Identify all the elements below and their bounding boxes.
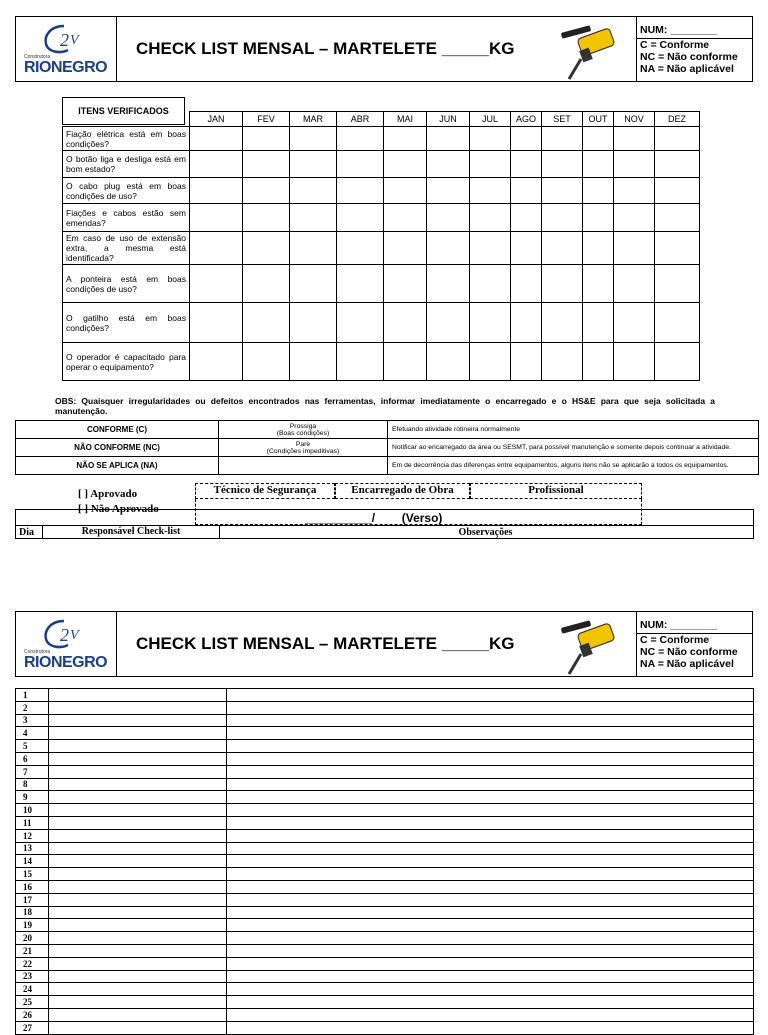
check-cell[interactable] bbox=[427, 178, 470, 204]
log-row bbox=[16, 970, 754, 983]
check-cell[interactable] bbox=[290, 232, 337, 265]
log-row-number: 2 bbox=[16, 701, 49, 714]
log-row-number: 5 bbox=[16, 740, 49, 753]
log-responsavel-cell[interactable] bbox=[49, 752, 227, 765]
log-observacoes-cell[interactable] bbox=[227, 689, 754, 702]
page1-header bbox=[15, 16, 753, 82]
check-cell[interactable] bbox=[190, 303, 243, 343]
check-cell[interactable] bbox=[190, 127, 243, 151]
log-row bbox=[16, 816, 754, 829]
check-cell[interactable] bbox=[583, 343, 614, 381]
log-row bbox=[16, 957, 754, 970]
log-row-number: 12 bbox=[16, 829, 49, 842]
status-action bbox=[219, 457, 388, 475]
log-header bbox=[15, 525, 754, 539]
check-cell[interactable] bbox=[655, 343, 700, 381]
check-cell[interactable] bbox=[470, 232, 511, 265]
check-cell[interactable] bbox=[655, 232, 700, 265]
checklist-item-label: O cabo plug está em boas condições de uso? bbox=[63, 178, 190, 204]
checklist-item-label: O operador é capacitado para operar o equipamento? bbox=[63, 343, 190, 381]
check-cell[interactable] bbox=[470, 204, 511, 232]
check-cell[interactable] bbox=[542, 343, 583, 381]
check-cell[interactable] bbox=[337, 178, 384, 204]
log-responsavel-cell[interactable] bbox=[49, 778, 227, 791]
log-observacoes-cell[interactable] bbox=[227, 957, 754, 970]
check-cell[interactable] bbox=[190, 232, 243, 265]
checklist-row bbox=[63, 303, 700, 343]
log-observacoes-cell[interactable] bbox=[227, 996, 754, 1009]
log-row bbox=[16, 829, 754, 842]
check-cell[interactable] bbox=[290, 265, 337, 303]
log-observacoes-cell[interactable] bbox=[227, 842, 754, 855]
check-cell[interactable] bbox=[243, 303, 290, 343]
log-row bbox=[16, 880, 754, 893]
approved-checkbox[interactable]: [ ] Aprovado bbox=[78, 488, 138, 500]
legend-conforme: C = Conforme bbox=[640, 634, 710, 646]
log-row bbox=[16, 1021, 754, 1034]
log-row bbox=[16, 868, 754, 881]
log-row bbox=[16, 714, 754, 727]
log-row bbox=[16, 804, 754, 817]
log-row-number: 24 bbox=[16, 983, 49, 996]
log-observacoes-cell[interactable] bbox=[227, 765, 754, 778]
log-row-number: 20 bbox=[16, 932, 49, 945]
month-header-mar: MAR bbox=[290, 112, 337, 127]
log-observacoes-cell[interactable] bbox=[227, 932, 754, 945]
checklist-row bbox=[63, 127, 700, 151]
check-cell[interactable] bbox=[470, 127, 511, 151]
check-cell[interactable] bbox=[470, 265, 511, 303]
check-cell[interactable] bbox=[511, 232, 542, 265]
check-cell[interactable] bbox=[243, 343, 290, 381]
check-cell[interactable] bbox=[290, 151, 337, 178]
status-desc: Em de decorrência das diferenças entre equipamentos, alguns itens não se aplicarão a todos os equipamentos. bbox=[388, 457, 759, 475]
logo-emblem-icon bbox=[38, 617, 94, 651]
logo-subtext: Construtora bbox=[24, 54, 51, 60]
log-row-number: 16 bbox=[16, 880, 49, 893]
checklist-item-label: O gatilho está em boas condições? bbox=[63, 303, 190, 343]
month-header-abr: ABR bbox=[337, 112, 384, 127]
checklist-table bbox=[62, 111, 700, 381]
check-cell[interactable] bbox=[583, 127, 614, 151]
check-cell[interactable] bbox=[290, 204, 337, 232]
check-cell[interactable] bbox=[190, 178, 243, 204]
check-cell[interactable] bbox=[583, 232, 614, 265]
status-row bbox=[16, 421, 759, 439]
log-responsavel-cell[interactable] bbox=[49, 727, 227, 740]
check-cell[interactable] bbox=[384, 178, 427, 204]
log-row bbox=[16, 765, 754, 778]
check-cell[interactable] bbox=[337, 265, 384, 303]
legend-nao-conforme: NC = Não conforme bbox=[640, 646, 738, 658]
sig-encarregado: Encarregado de Obra bbox=[335, 483, 470, 499]
log-responsavel-cell[interactable] bbox=[49, 906, 227, 919]
checklist-item-label: A ponteira está em boas condições de uso? bbox=[63, 265, 190, 303]
check-cell[interactable] bbox=[290, 303, 337, 343]
log-observacoes-cell[interactable] bbox=[227, 893, 754, 906]
log-row bbox=[16, 893, 754, 906]
check-cell[interactable] bbox=[190, 265, 243, 303]
check-cell[interactable] bbox=[542, 232, 583, 265]
num-field[interactable]: NUM: ________ bbox=[637, 612, 752, 634]
log-row-number: 22 bbox=[16, 957, 49, 970]
log-row-number: 9 bbox=[16, 791, 49, 804]
log-responsavel-cell[interactable] bbox=[49, 842, 227, 855]
check-cell[interactable] bbox=[337, 127, 384, 151]
check-cell[interactable] bbox=[583, 178, 614, 204]
check-cell[interactable] bbox=[542, 204, 583, 232]
check-cell[interactable] bbox=[655, 127, 700, 151]
checklist-row bbox=[63, 151, 700, 178]
not-approved-checkbox[interactable]: [ ] Não Aprovado bbox=[78, 503, 159, 515]
log-row bbox=[16, 701, 754, 714]
check-cell[interactable] bbox=[583, 204, 614, 232]
log-row bbox=[16, 983, 754, 996]
month-header-jun: JUN bbox=[427, 112, 470, 127]
status-desc: Notificar ao encarregado da área ou SESMT, para possível manutenção e somente depois continuar a atividade. bbox=[388, 439, 759, 457]
check-cell[interactable] bbox=[190, 204, 243, 232]
check-cell[interactable] bbox=[384, 151, 427, 178]
svg-text:V: V bbox=[70, 33, 79, 48]
month-header-fev: FEV bbox=[243, 112, 290, 127]
check-cell[interactable] bbox=[511, 151, 542, 178]
logo-subtext: Construtora bbox=[24, 649, 51, 655]
check-cell[interactable] bbox=[470, 303, 511, 343]
check-cell[interactable] bbox=[655, 178, 700, 204]
check-cell[interactable] bbox=[542, 151, 583, 178]
log-observacoes-cell[interactable] bbox=[227, 1021, 754, 1034]
log-responsavel-cell[interactable] bbox=[49, 816, 227, 829]
log-responsavel-cell[interactable] bbox=[49, 919, 227, 932]
status-row bbox=[16, 439, 759, 457]
log-responsavel-cell[interactable] bbox=[49, 791, 227, 804]
log-row-number: 11 bbox=[16, 816, 49, 829]
legend-conforme: C = Conforme bbox=[640, 39, 710, 51]
observacoes-header: Observações bbox=[458, 527, 513, 538]
log-responsavel-cell[interactable] bbox=[49, 1021, 227, 1034]
log-row-number: 21 bbox=[16, 944, 49, 957]
legend-nao-conforme: NC = Não conforme bbox=[640, 51, 738, 63]
log-responsavel-cell[interactable] bbox=[49, 970, 227, 983]
checklist-item-label: Em caso de uso de extensão extra, a mesma está identificada? bbox=[63, 232, 190, 265]
check-cell[interactable] bbox=[190, 343, 243, 381]
legend-box bbox=[636, 612, 752, 676]
check-cell[interactable] bbox=[511, 303, 542, 343]
log-observacoes-cell[interactable] bbox=[227, 752, 754, 765]
check-cell[interactable] bbox=[583, 151, 614, 178]
log-row bbox=[16, 1008, 754, 1021]
page2-header bbox=[15, 611, 753, 677]
check-cell[interactable] bbox=[190, 151, 243, 178]
log-observacoes-cell[interactable] bbox=[227, 1008, 754, 1021]
check-cell[interactable] bbox=[542, 127, 583, 151]
log-observacoes-cell[interactable] bbox=[227, 970, 754, 983]
log-row bbox=[16, 906, 754, 919]
check-cell[interactable] bbox=[384, 127, 427, 151]
check-cell[interactable] bbox=[290, 127, 337, 151]
check-cell[interactable] bbox=[290, 343, 337, 381]
log-row bbox=[16, 932, 754, 945]
log-observacoes-cell[interactable] bbox=[227, 804, 754, 817]
log-observacoes-cell[interactable] bbox=[227, 701, 754, 714]
log-row-number: 15 bbox=[16, 868, 49, 881]
month-header-jan: JAN bbox=[190, 112, 243, 127]
log-row bbox=[16, 919, 754, 932]
obs-note: OBS: Quaisquer irregularidades ou defeitos encontrados nas ferramentas, informar imediatamente o encarregado e o HS&E para que seja solicitada a manutenção. bbox=[55, 396, 715, 416]
check-cell[interactable] bbox=[243, 204, 290, 232]
legend-nao-aplicavel: NA = Não aplicável bbox=[640, 658, 734, 670]
check-cell[interactable] bbox=[614, 232, 655, 265]
log-row bbox=[16, 855, 754, 868]
status-action: Prossiga (Boas condições) bbox=[219, 421, 388, 439]
verso-label: __________/ (Verso) bbox=[305, 511, 443, 525]
check-cell[interactable] bbox=[427, 265, 470, 303]
check-cell[interactable] bbox=[337, 151, 384, 178]
log-row-number: 17 bbox=[16, 893, 49, 906]
check-cell[interactable] bbox=[542, 178, 583, 204]
log-row-number: 23 bbox=[16, 970, 49, 983]
check-cell[interactable] bbox=[542, 265, 583, 303]
checklist-item-label: O botão liga e desliga está em bom estado? bbox=[63, 151, 190, 178]
checklist-row bbox=[63, 232, 700, 265]
check-cell[interactable] bbox=[655, 204, 700, 232]
check-cell[interactable] bbox=[511, 265, 542, 303]
log-row-number: 14 bbox=[16, 855, 49, 868]
log-row bbox=[16, 778, 754, 791]
log-responsavel-cell[interactable] bbox=[49, 880, 227, 893]
check-cell[interactable] bbox=[511, 178, 542, 204]
check-cell[interactable] bbox=[542, 303, 583, 343]
checklist-item-label: Fiação elétrica está em boas condições? bbox=[63, 127, 190, 151]
log-responsavel-cell[interactable] bbox=[49, 689, 227, 702]
log-observacoes-cell[interactable] bbox=[227, 906, 754, 919]
itens-verificados-header: ITENS VERIFICADOS bbox=[62, 97, 185, 125]
check-cell[interactable] bbox=[655, 303, 700, 343]
check-cell[interactable] bbox=[511, 343, 542, 381]
log-row-number: 3 bbox=[16, 714, 49, 727]
check-cell[interactable] bbox=[427, 343, 470, 381]
check-cell[interactable] bbox=[614, 303, 655, 343]
log-observacoes-cell[interactable] bbox=[227, 829, 754, 842]
logo-emblem-icon bbox=[38, 22, 94, 56]
check-cell[interactable] bbox=[337, 343, 384, 381]
legend-box bbox=[636, 17, 752, 81]
status-label: NÃO CONFORME (NC) bbox=[16, 439, 219, 457]
log-responsavel-cell[interactable] bbox=[49, 957, 227, 970]
check-cell[interactable] bbox=[511, 204, 542, 232]
check-cell[interactable] bbox=[384, 303, 427, 343]
log-observacoes-cell[interactable] bbox=[227, 740, 754, 753]
log-responsavel-cell[interactable] bbox=[49, 804, 227, 817]
check-cell[interactable] bbox=[337, 303, 384, 343]
log-responsavel-cell[interactable] bbox=[49, 829, 227, 842]
check-cell[interactable] bbox=[614, 178, 655, 204]
log-responsavel-cell[interactable] bbox=[49, 944, 227, 957]
check-cell[interactable] bbox=[614, 204, 655, 232]
check-cell[interactable] bbox=[243, 151, 290, 178]
page-title: CHECK LIST MENSAL – MARTELETE _____KG bbox=[136, 39, 515, 58]
checklist-row bbox=[63, 204, 700, 232]
month-header-nov: NOV bbox=[614, 112, 655, 127]
log-row-number: 4 bbox=[16, 727, 49, 740]
check-cell[interactable] bbox=[470, 151, 511, 178]
month-header-jul: JUL bbox=[470, 112, 511, 127]
check-cell[interactable] bbox=[384, 232, 427, 265]
log-observacoes-cell[interactable] bbox=[227, 855, 754, 868]
month-header-mai: MAI bbox=[384, 112, 427, 127]
legend-nao-aplicavel: NA = Não aplicável bbox=[640, 63, 734, 75]
log-row-number: 1 bbox=[16, 689, 49, 702]
log-row-number: 7 bbox=[16, 765, 49, 778]
check-cell[interactable] bbox=[243, 127, 290, 151]
log-row-number: 25 bbox=[16, 996, 49, 1009]
check-cell[interactable] bbox=[655, 265, 700, 303]
log-row bbox=[16, 752, 754, 765]
log-observacoes-cell[interactable] bbox=[227, 727, 754, 740]
log-responsavel-cell[interactable] bbox=[49, 893, 227, 906]
sig-profissional: Profissional bbox=[470, 483, 642, 499]
log-row-number: 18 bbox=[16, 906, 49, 919]
log-responsavel-cell[interactable] bbox=[49, 996, 227, 1009]
log-row-number: 10 bbox=[16, 804, 49, 817]
log-row bbox=[16, 727, 754, 740]
log-row bbox=[16, 791, 754, 804]
svg-text:2: 2 bbox=[60, 30, 69, 50]
dia-header: Dia bbox=[19, 527, 34, 538]
status-label: NÃO SE APLICA (NA) bbox=[16, 457, 219, 475]
svg-text:V: V bbox=[70, 628, 79, 643]
status-label: CONFORME (C) bbox=[16, 421, 219, 439]
log-row bbox=[16, 944, 754, 957]
checklist-row bbox=[63, 265, 700, 303]
check-cell[interactable] bbox=[470, 178, 511, 204]
log-observacoes-cell[interactable] bbox=[227, 791, 754, 804]
check-cell[interactable] bbox=[427, 303, 470, 343]
log-responsavel-cell[interactable] bbox=[49, 868, 227, 881]
log-observacoes-cell[interactable] bbox=[227, 919, 754, 932]
check-cell[interactable] bbox=[614, 343, 655, 381]
log-row-number: 13 bbox=[16, 842, 49, 855]
check-cell[interactable] bbox=[384, 265, 427, 303]
log-row bbox=[16, 689, 754, 702]
sig-tecnico: Técnico de Segurança bbox=[195, 483, 335, 499]
check-cell[interactable] bbox=[470, 343, 511, 381]
check-cell[interactable] bbox=[614, 265, 655, 303]
check-cell[interactable] bbox=[243, 265, 290, 303]
month-header-ago: AGO bbox=[511, 112, 542, 127]
checklist-row bbox=[63, 178, 700, 204]
check-cell[interactable] bbox=[583, 303, 614, 343]
jackhammer-icon bbox=[551, 614, 631, 676]
check-cell[interactable] bbox=[427, 232, 470, 265]
log-row-number: 8 bbox=[16, 778, 49, 791]
responsavel-header: Responsável Check-list bbox=[42, 526, 220, 538]
checklist-row bbox=[63, 343, 700, 381]
page-title: CHECK LIST MENSAL – MARTELETE _____KG bbox=[136, 634, 515, 653]
company-logo bbox=[16, 17, 117, 81]
check-cell[interactable] bbox=[655, 151, 700, 178]
status-row bbox=[16, 457, 759, 475]
log-row-number: 19 bbox=[16, 919, 49, 932]
check-cell[interactable] bbox=[427, 127, 470, 151]
svg-text:2: 2 bbox=[60, 625, 69, 645]
month-header-set: SET bbox=[542, 112, 583, 127]
check-cell[interactable] bbox=[384, 204, 427, 232]
daily-log-table bbox=[15, 688, 754, 1035]
check-cell[interactable] bbox=[511, 127, 542, 151]
log-responsavel-cell[interactable] bbox=[49, 932, 227, 945]
jackhammer-icon bbox=[551, 19, 631, 81]
log-responsavel-cell[interactable] bbox=[49, 714, 227, 727]
month-header-dez: DEZ bbox=[655, 112, 700, 127]
log-responsavel-cell[interactable] bbox=[49, 855, 227, 868]
check-cell[interactable] bbox=[427, 204, 470, 232]
logo-wordmark: RIONEGRO bbox=[24, 59, 108, 76]
log-row-number: 26 bbox=[16, 1008, 49, 1021]
num-field[interactable]: NUM: ________ bbox=[637, 17, 752, 39]
log-observacoes-cell[interactable] bbox=[227, 714, 754, 727]
status-legend-table bbox=[15, 420, 759, 475]
log-row bbox=[16, 740, 754, 753]
log-observacoes-cell[interactable] bbox=[227, 816, 754, 829]
check-cell[interactable] bbox=[384, 343, 427, 381]
log-responsavel-cell[interactable] bbox=[49, 1008, 227, 1021]
company-logo bbox=[16, 612, 117, 676]
month-header-out: OUT bbox=[583, 112, 614, 127]
logo-wordmark: RIONEGRO bbox=[24, 654, 108, 671]
checklist-item-label: Fiações e cabos estão sem emendas? bbox=[63, 204, 190, 232]
check-cell[interactable] bbox=[614, 151, 655, 178]
log-row-number: 6 bbox=[16, 752, 49, 765]
check-cell[interactable] bbox=[337, 232, 384, 265]
status-desc: Efetuando atividade rotineira normalmente bbox=[388, 421, 759, 439]
check-cell[interactable] bbox=[337, 204, 384, 232]
check-cell[interactable] bbox=[583, 265, 614, 303]
log-observacoes-cell[interactable] bbox=[227, 880, 754, 893]
log-responsavel-cell[interactable] bbox=[49, 701, 227, 714]
check-cell[interactable] bbox=[290, 178, 337, 204]
check-cell[interactable] bbox=[243, 178, 290, 204]
log-observacoes-cell[interactable] bbox=[227, 778, 754, 791]
check-cell[interactable] bbox=[243, 232, 290, 265]
check-cell[interactable] bbox=[427, 151, 470, 178]
log-observacoes-cell[interactable] bbox=[227, 983, 754, 996]
log-row bbox=[16, 996, 754, 1009]
log-row bbox=[16, 842, 754, 855]
log-row-number: 27 bbox=[16, 1021, 49, 1034]
log-responsavel-cell[interactable] bbox=[49, 983, 227, 996]
log-responsavel-cell[interactable] bbox=[49, 740, 227, 753]
status-action: Pare (Condições impeditivas) bbox=[219, 439, 388, 457]
check-cell[interactable] bbox=[614, 127, 655, 151]
log-observacoes-cell[interactable] bbox=[227, 868, 754, 881]
log-responsavel-cell[interactable] bbox=[49, 765, 227, 778]
log-observacoes-cell[interactable] bbox=[227, 944, 754, 957]
